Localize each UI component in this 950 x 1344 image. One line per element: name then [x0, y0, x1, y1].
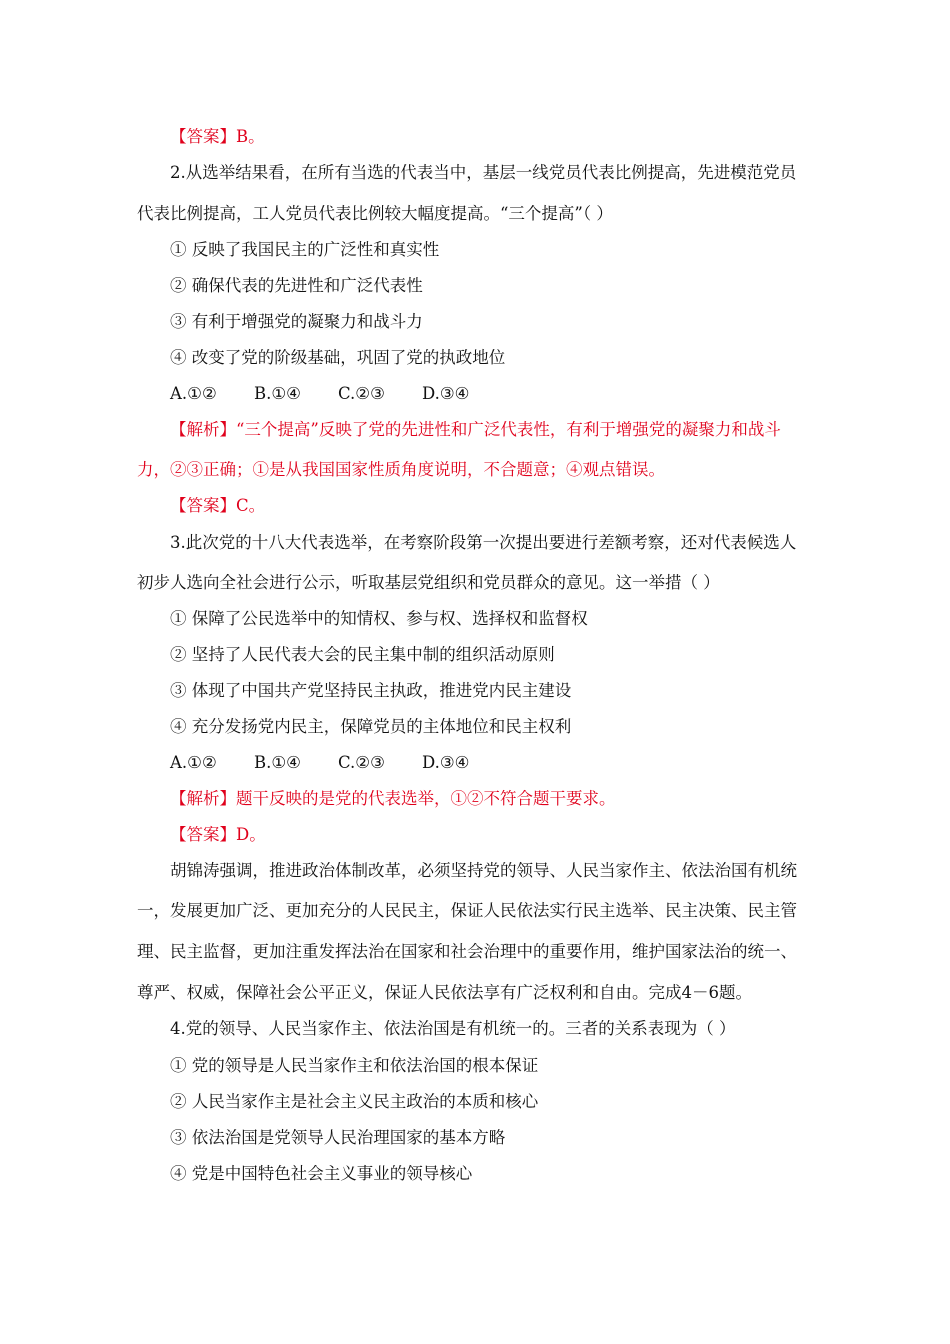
question-2-stem-line-2: 代表比例提高，工人党员代表比例较大幅度提高。“三个提高”（ ） [137, 204, 613, 223]
question-2-item-3: ③ 有利于增强党的凝聚力和战斗力 [170, 312, 423, 331]
option-d: D.③④ [422, 384, 470, 403]
question-2-options [170, 383, 506, 405]
question-3-analysis: 【解析】题干反映的是党的代表选举，①②不符合题干要求。 [170, 789, 616, 808]
option-c: C.②③ [338, 384, 385, 403]
passage-line-4: 尊严、权威，保障社会公平正义，保证人民依法享有广泛权利和自由。完成4－6题。 [137, 983, 752, 1002]
option-a: A.①② [170, 753, 217, 772]
question-3-item-4: ④ 充分发扬党内民主，保障党员的主体地位和民主权利 [170, 717, 572, 736]
question-3-stem-line-2: 初步人选向全社会进行公示，听取基层党组织和党员群众的意见。这一举措（ ） [137, 573, 720, 592]
passage-line-2: 一，发展更加广泛、更加充分的人民民主，保证人民依法实行民主选举、民主决策、民主管 [137, 901, 797, 920]
passage-line-3: 理、民主监督，更加注重发挥法治在国家和社会治理中的重要作用，维护国家法治的统一、 [137, 942, 797, 961]
passage-line-1: 胡锦涛强调，推进政治体制改革，必须坚持党的领导、人民当家作主、依法治国有机统 [170, 861, 797, 880]
question-2-item-4: ④ 改变了党的阶级基础，巩固了党的执政地位 [170, 348, 506, 367]
question-4-item-1: ① 党的领导是人民当家作主和依法治国的根本保证 [170, 1056, 539, 1075]
question-2-stem-line-1: 2.从选举结果看，在所有当选的代表当中，基层一线党员代表比例提高，先进模范党员 [170, 163, 797, 182]
option-b: B.①④ [254, 384, 301, 403]
question-2-analysis-line-2: 力，②③正确；①是从我国国家性质角度说明，不合题意；④观点错误。 [137, 460, 665, 479]
question-4-item-2: ② 人民当家作主是社会主义民主政治的本质和核心 [170, 1092, 539, 1111]
question-4-item-4: ④ 党是中国特色社会主义事业的领导核心 [170, 1164, 473, 1183]
question-2-analysis-line-1: 【解析】“三个提高”反映了党的先进性和广泛代表性，有利于增强党的凝聚力和战斗 [170, 420, 781, 439]
question-3-stem-line-1: 3.此次党的十八大代表选举，在考察阶段第一次提出要进行差额考察，还对代表候选人 [170, 533, 797, 552]
question-4-item-3: ③ 依法治国是党领导人民治理国家的基本方略 [170, 1128, 506, 1147]
question-4-stem: 4.党的领导、人民当家作主、依法治国是有机统一的。三者的关系表现为（ ） [170, 1019, 736, 1038]
option-c: C.②③ [338, 753, 385, 772]
question-2-item-1: ① 反映了我国民主的广泛性和真实性 [170, 240, 440, 259]
question-3-item-3: ③ 体现了中国共产党坚持民主执政，推进党内民主建设 [170, 681, 572, 700]
question-2-item-2: ② 确保代表的先进性和广泛代表性 [170, 276, 423, 295]
question-3-options [170, 752, 506, 774]
question-3-item-2: ② 坚持了人民代表大会的民主集中制的组织活动原则 [170, 645, 555, 664]
option-d: D.③④ [422, 753, 470, 772]
option-a: A.①② [170, 384, 217, 403]
question-2-answer: 【答案】C。 [170, 496, 266, 515]
question-3-item-1: ① 保障了公民选举中的知情权、参与权、选择权和监督权 [170, 609, 588, 628]
question-3-answer: 【答案】D。 [170, 825, 266, 844]
option-b: B.①④ [254, 753, 301, 772]
question-1-answer: 【答案】B。 [170, 127, 265, 146]
